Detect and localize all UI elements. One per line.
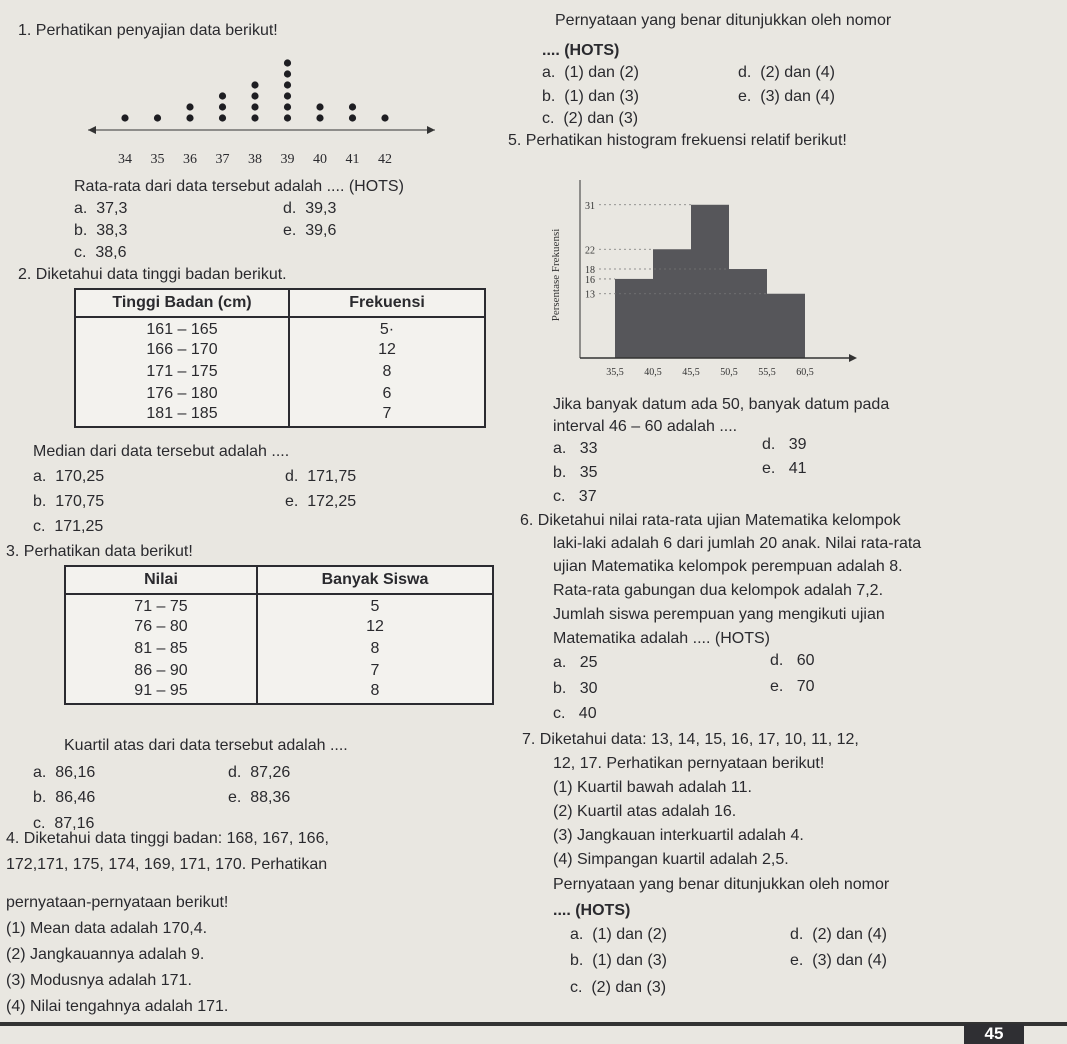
dot-point	[316, 114, 323, 121]
q7-option-e-text: (3) dan (4)	[812, 952, 887, 969]
q5-option-e	[762, 460, 806, 478]
q7-option-a-label: a.	[570, 926, 584, 943]
dot-point	[284, 81, 291, 88]
q4c-option-e	[738, 88, 835, 106]
q7-line2: 12, 17. Perhatikan pernyataan berikut!	[553, 755, 825, 772]
q4c-option-a	[542, 64, 639, 82]
q3-title: 3. Perhatikan data berikut!	[6, 543, 193, 560]
q7-option-b-text: (1) dan (3)	[592, 952, 667, 969]
q6-line5: Jumlah siswa perempuan yang mengikuti ujian	[553, 606, 885, 623]
q6-line6: Matematika adalah .... (HOTS)	[553, 630, 770, 647]
q2-cell: 8	[289, 361, 485, 383]
q7-option-d-label: d.	[790, 926, 804, 943]
dot-point	[349, 114, 356, 121]
q4c-option-c-text: (2) dan (3)	[563, 110, 639, 127]
q3-cell: 8	[257, 638, 493, 660]
dot-point	[284, 114, 291, 121]
q4-line1: 4. Diketahui data tinggi badan: 168, 167, 166,	[6, 830, 329, 847]
q5-option-a-text: 33	[579, 440, 598, 457]
histogram-bar	[691, 205, 729, 358]
histogram-y-tick-label: 18	[585, 265, 595, 277]
q1-option-d	[283, 200, 336, 218]
q3-option-a-text: 86,16	[55, 764, 96, 781]
dot-plot-tick-label: 35	[150, 152, 165, 167]
q3-header-score: Nilai	[65, 566, 257, 594]
axis-arrow-right-icon	[427, 126, 435, 134]
q3-option-d	[228, 764, 290, 782]
q3-cell: 86 – 90	[65, 660, 257, 682]
q7-option-e	[790, 952, 887, 970]
q4-statement-1: (1) Mean data adalah 170,4.	[6, 920, 208, 937]
q4c-option-b-text: (1) dan (3)	[564, 88, 639, 105]
q4c-option-b	[542, 88, 639, 106]
histogram-x-tick-label: 55,5	[758, 367, 776, 378]
histogram-bar	[653, 249, 691, 358]
dot-point	[186, 103, 193, 110]
q7-option-b	[570, 952, 667, 970]
q6-option-a-label: a.	[553, 654, 567, 671]
histogram-x-tick-label: 60,5	[796, 367, 814, 378]
q3-cell: 5	[257, 594, 493, 616]
q3-header-students: Banyak Siswa	[257, 566, 493, 594]
histogram-ylabel: Persentase Frekuensi	[550, 228, 562, 322]
q1-option-e-text: 39,6	[305, 222, 337, 239]
q2-cell: 5·	[289, 317, 485, 339]
q2-option-d-text: 171,75	[307, 468, 357, 485]
q3-table	[64, 565, 494, 705]
q5-option-c-label: c.	[553, 488, 566, 505]
dot-point	[251, 92, 258, 99]
q1-question: Rata-rata dari data tersebut adalah .... (HOTS)	[74, 178, 404, 195]
q3-cell: 7	[257, 660, 493, 682]
q3-option-c-label: c.	[33, 815, 46, 832]
q2-cell: 7	[289, 405, 485, 427]
q3-option-a-label: a.	[33, 764, 47, 781]
table-row	[75, 339, 485, 361]
q3-cell: 91 – 95	[65, 682, 257, 704]
q1-option-d-text: 39,3	[305, 200, 337, 217]
q4-statement-2: (2) Jangkauannya adalah 9.	[6, 946, 205, 963]
q3-option-b-text: 86,46	[55, 789, 96, 806]
q2-cell: 181 – 185	[75, 405, 289, 427]
q3-option-c-text: 87,16	[54, 815, 95, 832]
histogram-bar	[615, 279, 653, 358]
q4c-option-a-label: a.	[542, 64, 556, 81]
dot-point	[316, 103, 323, 110]
q5-question-line1: Jika banyak datum ada 50, banyak datum pada	[553, 396, 890, 413]
q1-title: 1. Perhatikan penyajian data berikut!	[18, 22, 278, 39]
q3-cell: 8	[257, 682, 493, 704]
q1-option-c-text: 38,6	[95, 244, 127, 261]
table-row	[65, 660, 493, 682]
table-row	[75, 361, 485, 383]
q2-header-height: Tinggi Badan (cm)	[75, 289, 289, 317]
q4-statement-4: (4) Nilai tengahnya adalah 171.	[6, 998, 229, 1015]
q6-line4: Rata-rata gabungan dua kelompok adalah 7,2.	[553, 582, 884, 599]
dot-point	[121, 114, 128, 121]
dot-point	[219, 103, 226, 110]
q5-option-d-text: 39	[788, 436, 807, 453]
q7-option-a	[570, 926, 667, 944]
q6-option-b	[553, 680, 597, 698]
q7-statement-2: (2) Kuartil atas adalah 16.	[553, 803, 737, 820]
dot-point	[284, 92, 291, 99]
table-row	[65, 594, 493, 616]
q7-statement-4: (4) Simpangan kuartil adalah 2,5.	[553, 851, 789, 868]
table-row	[75, 317, 485, 339]
q5-option-b-text: 35	[579, 464, 598, 481]
histogram-y-tick-label: 13	[585, 289, 595, 301]
q5-option-d	[762, 436, 806, 454]
q5-option-b	[553, 464, 597, 482]
q1-option-b-label: b.	[74, 222, 88, 239]
histogram-x-tick-label: 45,5	[682, 367, 700, 378]
q7-statement-3: (3) Jangkauan interkuartil adalah 4.	[553, 827, 804, 844]
dot-plot-tick-label: 36	[183, 152, 197, 167]
q5-option-b-label: b.	[553, 464, 567, 481]
table-row	[65, 638, 493, 660]
dot-point	[349, 103, 356, 110]
q5-option-d-label: d.	[762, 436, 776, 453]
q2-table	[74, 288, 486, 428]
q6-option-a-text: 25	[579, 654, 598, 671]
q2-cell: 12	[289, 339, 485, 361]
q7-line1: 7. Diketahui data: 13, 14, 15, 16, 17, 10, 11, 12,	[522, 731, 859, 748]
axis-arrow-left-icon	[88, 126, 96, 134]
histogram-y-tick-label: 22	[585, 245, 595, 257]
q6-line1: 6. Diketahui nilai rata-rata ujian Matematika kelompok	[520, 512, 901, 529]
page-footer-bar	[0, 1022, 1067, 1026]
q2-option-c-label: c.	[33, 518, 46, 535]
q2-cell: 171 – 175	[75, 361, 289, 383]
q4-statement-3: (3) Modusnya adalah 171.	[6, 972, 192, 989]
histogram-bar	[767, 294, 805, 358]
histogram-x-tick-label: 50,5	[720, 367, 738, 378]
table-row	[75, 405, 485, 427]
q6-option-c-label: c.	[553, 705, 566, 722]
table-row	[75, 383, 485, 405]
q5-title: 5. Perhatikan histogram frekuensi relatif berikut!	[508, 132, 847, 149]
histogram-y-tick-label: 16	[585, 274, 595, 286]
q2-option-a-text: 170,25	[55, 468, 105, 485]
q4c-line2: .... (HOTS)	[542, 42, 620, 59]
q4-line3: pernyataan-pernyataan berikut!	[6, 894, 229, 911]
q5-option-a-label: a.	[553, 440, 567, 457]
q3-cell: 12	[257, 616, 493, 638]
dot-plot-tick-label: 42	[378, 152, 392, 167]
page-number: 45	[964, 1024, 1024, 1044]
q2-option-c-text: 171,25	[54, 518, 104, 535]
dot-point	[251, 114, 258, 121]
q3-question: Kuartil atas dari data tersebut adalah ....	[64, 737, 348, 754]
q7-option-e-label: e.	[790, 952, 804, 969]
q2-cell: 176 – 180	[75, 383, 289, 405]
dot-plot-tick-label: 37	[215, 152, 230, 167]
q3-option-b-label: b.	[33, 789, 47, 806]
dot-plot-tick-label: 39	[280, 152, 295, 167]
q1-dot-plot	[80, 48, 440, 173]
q1-option-a	[74, 200, 127, 218]
q4-line2: 172,171, 175, 174, 169, 171, 170. Perhatikan	[6, 856, 328, 873]
q6-option-d-text: 60	[796, 652, 815, 669]
q3-option-a	[33, 764, 95, 782]
q4c-option-d	[738, 64, 835, 82]
dot-point	[381, 114, 388, 121]
q4c-option-c	[542, 110, 638, 128]
q3-option-e	[228, 789, 290, 807]
q5-option-c	[553, 488, 597, 506]
q5-option-c-text: 37	[578, 488, 597, 505]
q3-cell: 76 – 80	[65, 616, 257, 638]
q2-option-a-label: a.	[33, 468, 47, 485]
q5-option-e-text: 41	[788, 460, 807, 477]
q2-header-frequency: Frekuensi	[289, 289, 485, 317]
dot-point	[154, 114, 161, 121]
q5-option-e-label: e.	[762, 460, 776, 477]
q2-cell: 6	[289, 383, 485, 405]
dot-point	[284, 70, 291, 77]
dot-point	[284, 59, 291, 66]
dot-point	[186, 114, 193, 121]
dot-point	[219, 114, 226, 121]
q6-option-b-label: b.	[553, 680, 567, 697]
q5-histogram	[545, 165, 865, 385]
q6-option-c-text: 40	[578, 705, 597, 722]
q2-option-e	[285, 493, 356, 511]
q2-option-e-text: 172,25	[307, 493, 357, 510]
q3-option-b	[33, 789, 95, 807]
q2-option-a	[33, 468, 104, 486]
q6-option-e-text: 70	[796, 678, 815, 695]
q6-option-a	[553, 654, 597, 672]
q1-option-a-label: a.	[74, 200, 88, 217]
q7-after-line1: Pernyataan yang benar ditunjukkan oleh nomor	[553, 876, 890, 893]
q5-option-a	[553, 440, 597, 458]
q6-option-c	[553, 705, 597, 723]
q7-option-d-text: (2) dan (4)	[812, 926, 887, 943]
q7-option-c-label: c.	[570, 979, 583, 996]
q6-option-d	[770, 652, 814, 670]
q2-cell: 166 – 170	[75, 339, 289, 361]
q4c-option-a-text: (1) dan (2)	[564, 64, 639, 81]
q2-option-d	[285, 468, 356, 486]
q4c-option-d-text: (2) dan (4)	[760, 64, 835, 81]
dot-plot-tick-label: 41	[345, 152, 360, 167]
q2-option-b-label: b.	[33, 493, 47, 510]
q2-title: 2. Diketahui data tinggi badan berikut.	[18, 266, 287, 283]
q4c-option-e-text: (3) dan (4)	[760, 88, 835, 105]
q7-option-b-label: b.	[570, 952, 584, 969]
q4c-option-b-label: b.	[542, 88, 556, 105]
q1-option-d-label: d.	[283, 200, 297, 217]
q7-statement-1: (1) Kuartil bawah adalah 11.	[553, 779, 752, 796]
q1-option-b-text: 38,3	[96, 222, 128, 239]
q3-cell: 71 – 75	[65, 594, 257, 616]
q7-option-d	[790, 926, 887, 944]
histogram-axis-arrow-icon	[849, 354, 857, 362]
q2-option-b	[33, 493, 104, 511]
histogram-bar	[729, 269, 767, 358]
q2-option-d-label: d.	[285, 468, 299, 485]
q2-option-b-text: 170,75	[55, 493, 105, 510]
q7-after-line2: .... (HOTS)	[553, 902, 631, 919]
q6-option-b-text: 30	[579, 680, 598, 697]
q4c-line1: Pernyataan yang benar ditunjukkan oleh nomor	[555, 12, 892, 29]
q3-option-e-label: e.	[228, 789, 242, 806]
q6-option-e	[770, 678, 814, 696]
q3-table-header	[65, 566, 493, 594]
q3-option-d-label: d.	[228, 764, 242, 781]
dot-point	[219, 92, 226, 99]
q4c-option-e-label: e.	[738, 88, 752, 105]
q2-option-c	[33, 518, 103, 536]
table-row	[65, 682, 493, 704]
q3-option-e-text: 88,36	[250, 789, 291, 806]
q7-option-a-text: (1) dan (2)	[592, 926, 667, 943]
q6-option-d-label: d.	[770, 652, 784, 669]
histogram-x-tick-label: 40,5	[644, 367, 662, 378]
q2-cell: 161 – 165	[75, 317, 289, 339]
q3-option-d-text: 87,26	[250, 764, 291, 781]
q1-option-e	[283, 222, 336, 240]
dot-plot-tick-label: 38	[248, 152, 262, 167]
q7-option-c-text: (2) dan (3)	[591, 979, 667, 996]
q2-question: Median dari data tersebut adalah ....	[33, 443, 290, 460]
q1-option-c	[74, 244, 126, 262]
q4c-option-d-label: d.	[738, 64, 752, 81]
q6-line2: laki-laki adalah 6 dari jumlah 20 anak. Nilai rata-rata	[553, 535, 922, 552]
q3-cell: 81 – 85	[65, 638, 257, 660]
table-row	[65, 616, 493, 638]
q5-question-line2: interval 46 – 60 adalah ....	[553, 418, 738, 435]
dot-plot-tick-label: 34	[118, 152, 132, 167]
q1-option-a-text: 37,3	[96, 200, 128, 217]
dot-plot-tick-label: 40	[313, 152, 327, 167]
dot-point	[284, 103, 291, 110]
q6-option-e-label: e.	[770, 678, 784, 695]
histogram-x-tick-label: 35,5	[606, 367, 624, 378]
histogram-y-tick-label: 31	[585, 200, 595, 212]
q7-option-c	[570, 979, 666, 997]
q1-option-e-label: e.	[283, 222, 297, 239]
q2-table-header	[75, 289, 485, 317]
q1-option-b	[74, 222, 127, 240]
q6-line3: ujian Matematika kelompok perempuan adalah 8.	[553, 558, 903, 575]
q1-option-c-label: c.	[74, 244, 87, 261]
dot-point	[251, 81, 258, 88]
dot-point	[251, 103, 258, 110]
q2-option-e-label: e.	[285, 493, 299, 510]
q4c-option-c-label: c.	[542, 110, 555, 127]
